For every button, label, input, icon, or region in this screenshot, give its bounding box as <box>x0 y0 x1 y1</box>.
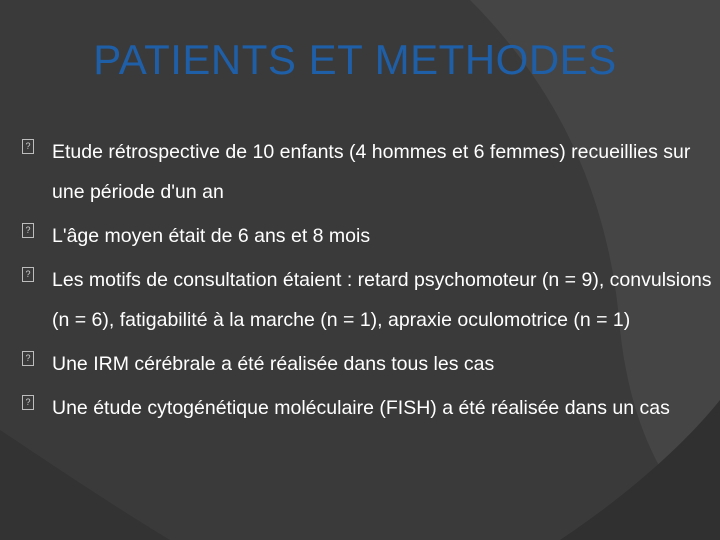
bullet-text: L'âge moyen était de 6 ans et 8 mois <box>52 225 371 247</box>
bullet-item <box>22 344 712 384</box>
bullet-text: Une IRM cérébrale a été réalisée dans tous les cas <box>52 353 495 375</box>
bullet-item <box>22 132 712 212</box>
bullet-item <box>22 216 712 256</box>
bullet-text: Etude rétrospective de 10 enfants (4 hommes et 6 femmes) recueillies sur une période d'un an <box>52 141 691 203</box>
bullet-item <box>22 388 712 428</box>
missing-glyph-box-icon: ? <box>22 351 34 366</box>
bullet-item <box>22 260 712 340</box>
missing-glyph-box-icon: ? <box>22 139 34 154</box>
missing-glyph-box-icon: ? <box>22 395 34 410</box>
missing-glyph-box-icon: ? <box>22 223 34 238</box>
bullet-text: Une étude cytogénétique moléculaire (FISH) a été réalisée dans un cas <box>52 397 670 419</box>
missing-glyph-box-icon: ? <box>22 267 34 282</box>
bullet-list <box>22 132 712 432</box>
slide-title: PATIENTS ET METHODES <box>93 36 617 83</box>
bullet-text: Les motifs de consultation étaient : retard psychomoteur (n = 9), convulsions (n = 6), fatigabilité à la marche (n = 1), apraxie oculomotrice (n = 1) <box>52 269 712 331</box>
